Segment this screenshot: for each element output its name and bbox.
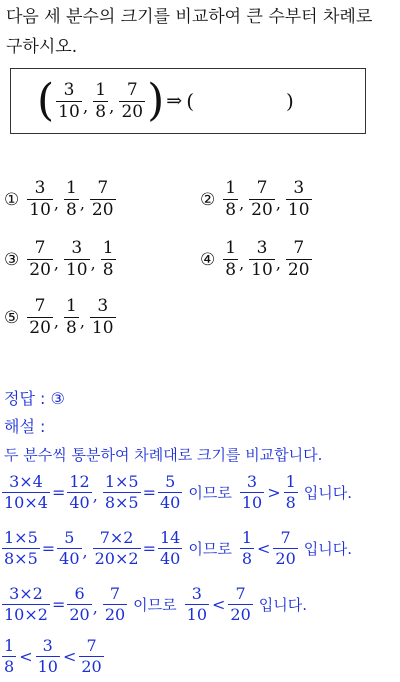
answer-close-paren: ) bbox=[286, 89, 294, 113]
question-text bbox=[6, 2, 372, 62]
answer-label: 정답 : ③ bbox=[4, 389, 65, 408]
question-line-2: 구하시오. bbox=[6, 37, 78, 57]
right-paren: ) bbox=[147, 75, 165, 126]
option-3[interactable]: ③ $\frac{7}{20}$ , $\frac{3}{10}$ , $\frac{1}{8}$ bbox=[4, 238, 114, 280]
option-label: ① bbox=[4, 189, 20, 210]
option-4[interactable]: ④ $\frac{1}{8}$ , $\frac{3}{10}$ , $\frac{7}{20}$ bbox=[200, 238, 310, 280]
explanation-label: 해설 : bbox=[4, 417, 46, 436]
option-label: ② bbox=[200, 189, 216, 210]
solution-line-3: $\frac{3\times 2}{10\times 2}$ = $\frac{6}{20}$ , $\frac{7}{20}$ 이므로 $\frac{3}{10}$ < $\frac{7}{20}$ 입니다. bbox=[4, 584, 308, 624]
option-label: ⑤ bbox=[4, 307, 20, 328]
given-expression: ( $\frac{3}{10}$ , $\frac{1}{8}$ , $\frac{7}{20}$ ) ⇒ ( ) bbox=[37, 75, 294, 126]
given-fraction-2: $\frac{1}{8}$ bbox=[95, 79, 107, 122]
arrow-icon: ⇒ bbox=[166, 90, 183, 112]
option-label: ③ bbox=[4, 249, 20, 270]
solution-line-2: $\frac{1\times 5}{8\times 5}$ = $\frac{5}{40}$ , $\frac{7\times 2}{20\times 2}$ = $\frac{14}{40}$ 이므로 $\frac{1}{8}$ < $\frac{7}{20}$ 입니다. bbox=[4, 528, 353, 568]
option-1[interactable]: ① $\frac{3}{10}$ , $\frac{1}{8}$ , $\frac{7}{20}$ bbox=[4, 178, 114, 220]
answer-open-paren: ( bbox=[186, 89, 194, 113]
solution-intro: 두 분수씩 통분하여 차례대로 크기를 비교합니다. bbox=[4, 446, 323, 464]
solution-final-order: $\frac{1}{8}$ < $\frac{3}{10}$ < $\frac{7}{20}$ bbox=[4, 636, 102, 676]
left-paren: ( bbox=[37, 75, 55, 126]
option-label: ④ bbox=[200, 249, 216, 270]
option-2[interactable]: ② $\frac{1}{8}$ , $\frac{7}{20}$ , $\frac{3}{10}$ bbox=[200, 178, 310, 220]
question-line-1: 다음 세 분수의 크기를 비교하여 큰 수부터 차례로 bbox=[6, 7, 373, 27]
solution-line-1: $\frac{3\times 4}{10\times 4}$ = $\frac{12}{40}$ , $\frac{1\times 5}{8\times 5}$ = $\frac{5}{40}$ 이므로 $\frac{3}{10}$ > $\frac{1}{8}$ 입니다. bbox=[4, 472, 353, 512]
given-fractions-box bbox=[10, 68, 366, 134]
option-5[interactable]: ⑤ $\frac{7}{20}$ , $\frac{1}{8}$ , $\frac{3}{10}$ bbox=[4, 296, 114, 338]
given-fraction-3: $\frac{7}{20}$ bbox=[121, 79, 144, 122]
given-fraction-1: $\frac{3}{10}$ bbox=[58, 79, 80, 122]
